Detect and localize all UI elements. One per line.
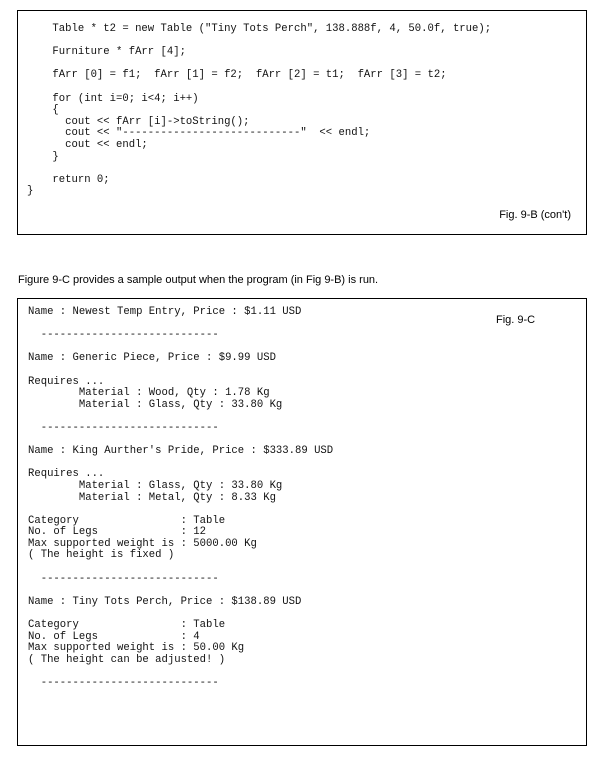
- code-line: ----------------------------: [28, 421, 219, 434]
- code-line: {: [27, 104, 59, 117]
- code-line: [28, 365, 333, 377]
- code-line: Requires ...: [28, 375, 105, 388]
- code-line: Requires ...: [28, 468, 105, 481]
- code-line: ( The height is fixed ): [28, 549, 175, 562]
- code-line: ----------------------------: [28, 329, 219, 342]
- code-line: Max supported weight is : 5000.00 Kg: [28, 537, 257, 550]
- code-line: Name : Generic Piece, Price : $9.99 USD: [28, 352, 276, 365]
- code-line: Name : King Aurther's Pride, Price : $333.89 USD: [28, 445, 334, 458]
- figure-caption: Figure 9-C provides a sample output when the program (in Fig 9-B) is run.: [18, 274, 379, 286]
- code-line: [28, 562, 333, 574]
- code-line: Table * t2 = new Table ("Tiny Tots Perch", 138.888f, 4, 50.0f, true);: [27, 23, 492, 35]
- sample-output-box: [17, 298, 587, 746]
- code-line: cout << "----------------------------" << endl;: [27, 127, 371, 140]
- code-listing-box: [17, 10, 587, 235]
- code-listing: [27, 24, 491, 198]
- code-line: [27, 163, 491, 175]
- code-line: Material : Metal, Qty : 8.33 Kg: [28, 491, 276, 504]
- code-line: [28, 504, 333, 516]
- code-line: cout << fArr [i]->toString();: [27, 115, 250, 128]
- code-line: cout << endl;: [27, 138, 148, 151]
- code-line: fArr [0] = f1; fArr [1] = f2; fArr [2] = t1; fArr [3] = t2;: [27, 69, 447, 82]
- figure-label-9c: Fig. 9-C: [496, 314, 536, 326]
- code-line: Material : Glass, Qty : 33.80 Kg: [28, 398, 283, 411]
- code-line: Name : Tiny Tots Perch, Price : $138.89 USD: [28, 595, 302, 608]
- code-line: }: [27, 150, 59, 163]
- code-line: Material : Glass, Qty : 33.80 Kg: [28, 479, 283, 492]
- code-line: Max supported weight is : 50.00 Kg: [28, 642, 245, 655]
- code-line: No. of Legs : 4: [28, 630, 200, 643]
- code-line: ( The height can be adjusted! ): [28, 653, 226, 666]
- code-line: Material : Wood, Qty : 1.78 Kg: [28, 387, 270, 400]
- code-line: ----------------------------: [28, 677, 219, 689]
- figure-label-9b: Fig. 9-B (con't): [499, 209, 571, 221]
- code-line: [27, 82, 491, 94]
- code-line: for (int i=0; i<4; i++): [27, 92, 199, 105]
- code-line: }: [27, 185, 34, 198]
- code-line: ----------------------------: [28, 572, 219, 585]
- code-line: Name : Newest Temp Entry, Price : $1.11 USD: [28, 306, 302, 318]
- code-line: return 0;: [27, 173, 110, 186]
- sample-output-listing: [28, 307, 333, 690]
- code-line: Furniture * fArr [4];: [27, 46, 186, 59]
- code-line: No. of Legs : 12: [28, 526, 207, 539]
- code-line: Category : Table: [28, 514, 226, 527]
- code-line: Category : Table: [28, 619, 226, 632]
